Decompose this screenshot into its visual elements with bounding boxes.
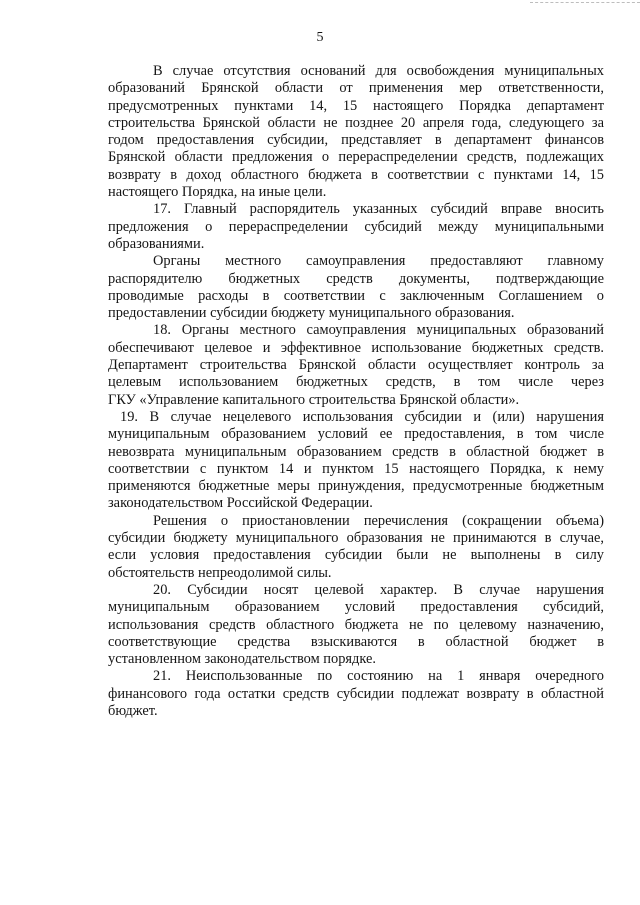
text-line: образований Брянской области от применения мер ответственности,	[108, 80, 604, 97]
text-line: законодательством Российской Федерации.	[108, 495, 373, 512]
text-line: Органы местного самоуправления предоставляют главному	[153, 253, 604, 270]
text-line: финансового года остатки средств субсидии подлежат возврату в областной	[108, 685, 604, 702]
text-line: обстоятельств непреодолимой силы.	[108, 564, 332, 581]
text-line: обеспечивают целевое и эффективное использование бюджетных средств.	[108, 339, 604, 356]
text-line: В случае отсутствия оснований для освобождения муниципальных	[153, 63, 604, 79]
text-line: целевым использованием бюджетных средств, в том числе через	[108, 374, 604, 391]
text-line: 17. Главный распорядитель указанных субсидий вправе вносить	[153, 201, 604, 218]
text-line: распорядителю бюджетных средств документы, подтверждающие	[108, 270, 604, 287]
text-line: субсидии бюджету муниципального образования не принимаются в случае,	[108, 530, 604, 547]
text-line: Решения о приостановлении перечисления (сокращении объема)	[153, 512, 604, 529]
scan-edge-mark	[530, 2, 640, 4]
text-line: Департамент строительства Брянской области осуществляет контроль за	[108, 357, 604, 374]
text-line: установленном законодательством порядке.	[108, 651, 376, 668]
text-line: бюджет.	[108, 702, 158, 719]
text-line: строительства Брянской области не позднее 20 апреля года, следующего за	[108, 114, 604, 131]
text-line: предусмотренных пунктами 14, 15 настоящего Порядка департамент	[108, 97, 604, 114]
text-line: невозврата муниципальным образованием средств в областной бюджет в	[108, 443, 604, 460]
text-line: ГКУ «Управление капитального строительства Брянской области».	[108, 391, 520, 408]
text-line: 20. Субсидии носят целевой характер. В случае нарушения	[153, 581, 604, 598]
text-line: 19. В случае нецелевого использования субсидии и (или) нарушения	[120, 408, 604, 425]
text-line: если условия предоставления субсидии были не выполнены в силу	[108, 547, 604, 564]
document-body	[108, 63, 604, 720]
text-line: применяются бюджетные меры принуждения, предусмотренные бюджетным	[108, 478, 604, 495]
text-line: настоящего Порядка, на иные цели.	[108, 184, 327, 201]
text-line: проводимые расходы в соответствии с заключенным Соглашением о	[108, 287, 604, 304]
text-line: 18. Органы местного самоуправления муниципальных образований	[153, 322, 604, 339]
text-line: соответствующие средства взыскиваются в областной бюджет в	[108, 633, 604, 650]
text-line: предоставлении субсидии бюджету муниципального образования.	[108, 305, 515, 322]
text-line: годом предоставления субсидии, представляет в департамент финансов	[108, 132, 604, 149]
text-line: 21. Неиспользованные по состоянию на 1 января очередного	[153, 668, 604, 685]
text-line: соответствии с пунктом 14 и пунктом 15 настоящего Порядка, к нему	[108, 460, 604, 477]
page-number: 5	[316, 30, 324, 45]
text-line: использования средств областного бюджета не по целевому назначению,	[108, 616, 604, 633]
text-line: возврату в доход областного бюджета в соответствии с пунктами 14, 15	[108, 166, 604, 183]
text-line: образованиями.	[108, 235, 205, 252]
text-line: предложения о перераспределении субсидий между муниципальными	[108, 218, 604, 235]
text-line: Брянской области предложения о перераспределении средств, подлежащих	[108, 149, 604, 166]
text-line: муниципальным образованием условий предоставления субсидий,	[108, 599, 604, 616]
text-line: муниципальным образованием условий ее предоставления, в том числе	[108, 426, 604, 443]
